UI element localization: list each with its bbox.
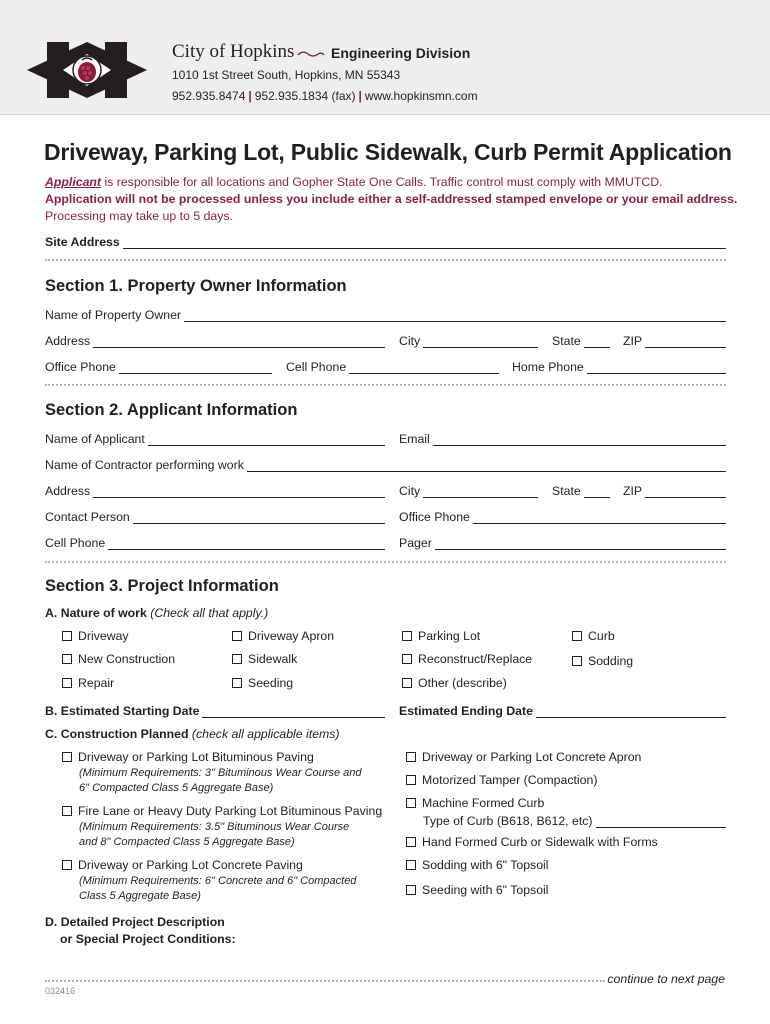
checkbox-repair[interactable] xyxy=(62,676,114,690)
owner-zip-label: ZIP xyxy=(623,334,643,348)
applicant-email-line[interactable] xyxy=(433,433,726,446)
checkbox-label: Motorized Tamper (Compaction) xyxy=(422,773,598,787)
applicant-city-field[interactable] xyxy=(399,482,538,498)
start-date-line[interactable] xyxy=(202,705,385,718)
applicant-office-phone-line[interactable] xyxy=(473,511,726,524)
requirements-line: (Minimum Requirements: 3" Bituminous Wear Course and xyxy=(79,767,362,779)
planned-note: (check all applicable items) xyxy=(191,727,340,741)
owner-city-label: City xyxy=(399,334,421,348)
applicant-address-line[interactable] xyxy=(93,485,385,498)
nature-note: (Check all that apply.) xyxy=(150,606,269,620)
checkbox-square[interactable] xyxy=(406,860,416,870)
pager-line[interactable] xyxy=(435,537,726,550)
checkbox-square[interactable] xyxy=(406,885,416,895)
applicant-cell-phone-line[interactable] xyxy=(108,537,385,550)
section2-title: Section 2. Applicant Information xyxy=(45,401,298,419)
requirements-line: (Minimum Requirements: 6" Concrete and 6" Compacted xyxy=(79,875,357,887)
checkbox-concrete-paving[interactable] xyxy=(62,858,303,872)
checkbox-square[interactable] xyxy=(406,752,416,762)
divider xyxy=(45,259,726,261)
owner-cell-phone-line[interactable] xyxy=(349,361,499,374)
end-date-field[interactable] xyxy=(399,702,726,718)
construction-planned-heading xyxy=(45,727,340,741)
checkbox-label: Sidewalk xyxy=(248,652,298,666)
owner-address-field[interactable] xyxy=(45,332,385,348)
phone: 952.935.8474 xyxy=(172,89,246,103)
owner-state-line[interactable] xyxy=(584,335,610,348)
requirements-line: and 8" Compacted Class 5 Aggregate Base) xyxy=(79,836,295,848)
checkbox-label: Seeding xyxy=(248,676,294,690)
checkbox-label: Driveway or Parking Lot Concrete Paving xyxy=(78,858,303,872)
owner-cell-phone-label: Cell Phone xyxy=(286,360,347,374)
applicant-emphasis: Applicant xyxy=(45,175,102,189)
checkbox-square[interactable] xyxy=(232,654,242,664)
planned-label: C. Construction Planned xyxy=(45,727,189,741)
form-code: 032416 xyxy=(45,986,76,996)
owner-cell-phone-field[interactable] xyxy=(286,358,499,374)
applicant-name-field[interactable] xyxy=(45,430,385,446)
checkbox-square[interactable] xyxy=(62,860,72,870)
checkbox-label: New Construction xyxy=(78,652,176,666)
owner-home-phone-line[interactable] xyxy=(587,361,726,374)
checkbox-other[interactable] xyxy=(402,676,507,690)
applicant-zip-line[interactable] xyxy=(645,485,726,498)
checkbox-label: Sodding with 6" Topsoil xyxy=(422,858,549,872)
checkbox-hand-formed-curb[interactable] xyxy=(406,835,658,849)
project-description-subheading: or Special Project Conditions: xyxy=(60,932,236,946)
city-address: 1010 1st Street South, Hopkins, MN 55343 xyxy=(172,68,401,82)
checkbox-seeding-topsoil[interactable] xyxy=(406,883,549,897)
divider xyxy=(45,561,726,563)
checkbox-label: Fire Lane or Heavy Duty Parking Lot Bituminous Paving xyxy=(78,804,383,818)
checkbox-sodding-topsoil[interactable] xyxy=(406,858,549,872)
checkbox-parking-lot[interactable] xyxy=(402,629,480,643)
pager-field[interactable] xyxy=(399,534,726,550)
checkbox-driveway-apron[interactable] xyxy=(232,629,334,643)
checkbox-square[interactable] xyxy=(402,678,412,688)
end-date-line[interactable] xyxy=(536,705,726,718)
section1-title: Section 1. Property Owner Information xyxy=(45,277,347,295)
applicant-city-label: City xyxy=(399,484,421,498)
nature-of-work-heading xyxy=(45,606,268,620)
owner-zip-field[interactable] xyxy=(623,332,726,348)
checkbox-concrete-apron[interactable] xyxy=(406,750,641,764)
applicant-cell-phone-field[interactable] xyxy=(45,534,385,550)
owner-home-phone-field[interactable] xyxy=(512,358,726,374)
applicant-zip-label: ZIP xyxy=(623,484,643,498)
intro-text-1: is responsible for all locations and Gopher State One Calls. Traffic control must comply with MMUTCD. xyxy=(101,175,663,189)
applicant-zip-field[interactable] xyxy=(623,482,726,498)
curb-type-field[interactable] xyxy=(423,812,726,828)
checkbox-label: Machine Formed Curb xyxy=(422,796,545,810)
footer-divider xyxy=(45,980,605,982)
requirements-line: Class 5 Aggregate Base) xyxy=(79,890,201,902)
owner-state-label: State xyxy=(552,334,581,348)
owner-office-phone-field[interactable] xyxy=(45,358,272,374)
checkbox-square[interactable] xyxy=(232,631,242,641)
contact-person-field[interactable] xyxy=(45,508,385,524)
requirements-note xyxy=(79,766,361,796)
applicant-address-label: Address xyxy=(45,484,91,498)
curb-type-label: Type of Curb (B618, B612, etc) xyxy=(423,814,593,828)
checkbox-square[interactable] xyxy=(402,631,412,641)
checkbox-square[interactable] xyxy=(62,678,72,688)
checkbox-label: Driveway or Parking Lot Concrete Apron xyxy=(422,750,642,764)
checkbox-label: Repair xyxy=(78,676,115,690)
checkbox-square[interactable] xyxy=(406,798,416,808)
applicant-state-line[interactable] xyxy=(584,485,610,498)
checkbox-label: Curb xyxy=(588,629,615,643)
city-logo xyxy=(27,40,147,100)
swirl-ornament xyxy=(297,49,325,59)
checkbox-label: Parking Lot xyxy=(418,629,481,643)
section3-title: Section 3. Project Information xyxy=(45,577,279,595)
checkbox-label: Sodding xyxy=(588,654,634,668)
checkbox-machine-formed-curb[interactable] xyxy=(406,796,544,810)
project-description-heading: D. Detailed Project Description xyxy=(45,915,225,929)
applicant-city-line[interactable] xyxy=(423,485,538,498)
applicant-office-phone-label: Office Phone xyxy=(399,510,470,524)
page-title: Driveway, Parking Lot, Public Sidewalk, Curb Permit Application xyxy=(44,139,732,165)
site-address-line[interactable] xyxy=(123,236,726,249)
contact-person-line[interactable] xyxy=(133,511,385,524)
curb-type-line[interactable] xyxy=(596,815,726,828)
requirements-note xyxy=(79,874,356,904)
requirements-note xyxy=(79,820,349,850)
site-address-label: Site Address xyxy=(45,235,120,249)
checkbox-curb[interactable] xyxy=(572,629,615,643)
checkbox-square[interactable] xyxy=(62,631,72,641)
checkbox-fire-lane-paving[interactable] xyxy=(62,804,382,818)
checkbox-square[interactable] xyxy=(62,806,72,816)
owner-city-field[interactable] xyxy=(399,332,538,348)
intro-line-1 xyxy=(45,175,663,189)
applicant-state-label: State xyxy=(552,484,581,498)
checkbox-label: Seeding with 6" Topsoil xyxy=(422,883,549,897)
continue-note: continue to next page xyxy=(607,972,725,986)
contractor-name-label: Name of Contractor performing work xyxy=(45,458,244,472)
checkbox-square[interactable] xyxy=(406,837,416,847)
applicant-email-label: Email xyxy=(399,432,430,446)
owner-city-line[interactable] xyxy=(423,335,538,348)
intro-line-2: Application will not be processed unless you include either a self-addressed stamped envelope or your email address. xyxy=(45,192,738,206)
applicant-address-field[interactable] xyxy=(45,482,385,498)
checkbox-square[interactable] xyxy=(572,656,582,666)
owner-name-line[interactable] xyxy=(184,309,726,322)
contractor-name-field[interactable] xyxy=(45,456,726,472)
start-date-label: B. Estimated Starting Date xyxy=(45,704,200,718)
applicant-name-line[interactable] xyxy=(148,433,385,446)
checkbox-label: Driveway or Parking Lot Bituminous Paving xyxy=(78,750,314,764)
site-address-field[interactable] xyxy=(45,233,726,249)
applicant-office-phone-field[interactable] xyxy=(399,508,726,524)
nature-label: A. Nature of work xyxy=(45,606,147,620)
checkbox-driveway[interactable] xyxy=(62,629,129,643)
letterhead xyxy=(0,0,770,115)
divider xyxy=(45,384,726,386)
owner-address-line[interactable] xyxy=(93,335,385,348)
pager-label: Pager xyxy=(399,536,432,550)
division-name: Engineering Division xyxy=(331,45,471,61)
checkbox-square[interactable] xyxy=(406,775,416,785)
checkbox-label: Reconstruct/Replace xyxy=(418,652,533,666)
intro-line-3: Processing may take up to 5 days. xyxy=(45,209,233,223)
checkbox-label: Other (describe) xyxy=(418,676,507,690)
checkbox-square[interactable] xyxy=(402,654,412,664)
city-name: City of Hopkins xyxy=(172,41,295,62)
applicant-name-label: Name of Applicant xyxy=(45,432,145,446)
owner-office-phone-line[interactable] xyxy=(119,361,272,374)
checkbox-sidewalk[interactable] xyxy=(232,652,297,666)
owner-office-phone-label: Office Phone xyxy=(45,360,116,374)
owner-home-phone-label: Home Phone xyxy=(512,360,584,374)
requirements-line: (Minimum Requirements: 3.5" Bituminous Wear Course xyxy=(79,821,350,833)
end-date-label: Estimated Ending Date xyxy=(399,704,533,718)
contact-person-label: Contact Person xyxy=(45,510,130,524)
applicant-state-field[interactable] xyxy=(552,482,610,498)
checkbox-label: Hand Formed Curb or Sidewalk with Forms xyxy=(422,835,658,849)
checkbox-new-construction[interactable] xyxy=(62,652,175,666)
owner-state-field[interactable] xyxy=(552,332,610,348)
fax: 952.935.1834 (fax) xyxy=(254,89,356,103)
applicant-cell-phone-label: Cell Phone xyxy=(45,536,106,550)
checkbox-square[interactable] xyxy=(62,654,72,664)
requirements-line: 6" Compacted Class 5 Aggregate Base) xyxy=(79,782,274,794)
checkbox-sodding[interactable] xyxy=(572,654,633,668)
contact-line: 952.935.8474 | 952.935.1834 (fax) | www.hopkinsmn.com xyxy=(172,89,478,103)
checkbox-square[interactable] xyxy=(232,678,242,688)
checkbox-seeding[interactable] xyxy=(232,676,293,690)
checkbox-reconstruct[interactable] xyxy=(402,652,532,666)
owner-name-label: Name of Property Owner xyxy=(45,308,181,322)
website-link[interactable]: www.hopkinsmn.com xyxy=(364,89,478,103)
contractor-name-line[interactable] xyxy=(247,459,726,472)
checkbox-square[interactable] xyxy=(572,631,582,641)
checkbox-bituminous-paving[interactable] xyxy=(62,750,314,764)
applicant-email-field[interactable] xyxy=(399,430,726,446)
owner-zip-line[interactable] xyxy=(645,335,726,348)
checkbox-square[interactable] xyxy=(62,752,72,762)
checkbox-label: Driveway Apron xyxy=(248,629,335,643)
start-date-field[interactable] xyxy=(45,702,385,718)
checkbox-label: Driveway xyxy=(78,629,129,643)
checkbox-motorized-tamper[interactable] xyxy=(406,773,597,787)
owner-name-field[interactable] xyxy=(45,306,726,322)
owner-address-label: Address xyxy=(45,334,91,348)
